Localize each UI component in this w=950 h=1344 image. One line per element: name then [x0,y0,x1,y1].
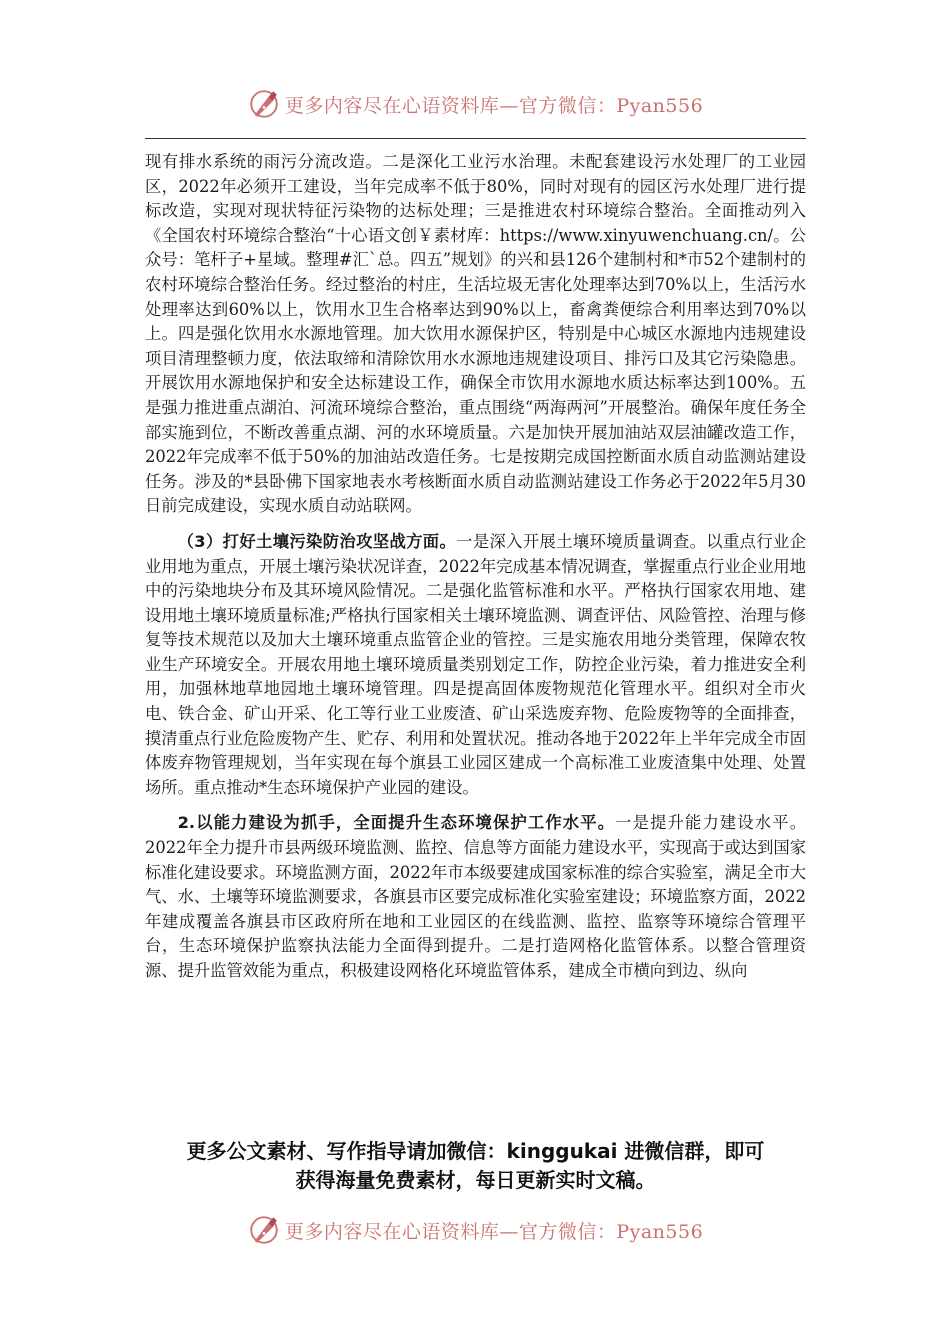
promo-line-2: 获得海量免费素材，每日更新实时文稿。 [295,1168,656,1192]
page-footer [0,1210,950,1250]
promo-banner [145,1137,806,1195]
page-header [0,84,950,124]
document-body [145,150,806,984]
promo-line-1: 更多公文素材、写作指导请加微信：kinggukai 进微信群，即可 [186,1139,765,1163]
capacity-heading: 2.以能力建设为抓手，全面提升生态环境保护工作水平。 [177,813,616,833]
soil-text: 一是深入开展土壤环境质量调查。以重点行业企业用地为重点，开展土壤污染状况详查，2022年完成基本情况调查，掌握重点行业企业用地中的污染地块分布及其环境风险情况。二是强化监管标准和水平。严格执行国家农用地、建设用地土壤环境质量标准;严格执行国家相关土壤环境监测、调查评估、风险管控、治理与修复等技术规范以及加大土壤环境重点监管企业的管控。三是实施农用地分类管理，保障农牧业生产环境安全。开展农用地土壤环境质量类别划定工作，防控企业污染，着力推进安全利用，加强林地草地园地土壤环境管理。四是提高固体废物规范化管理水平。组织对全市火电、铁合金、矿山开采、化工等行业工业废渣、矿山采选废弃物、危险废物等的全面排查，摸清重点行业危险废物产生、贮存、利用和处置状况。推动各地于2022年上半年完成全市固体废弃物管理规划，当年实现在每个旗县工业园区建成一个高标准工业废渣集中处理、处置场所。重点推动*生态环境保护产业园的建设。 [145,531,806,797]
header-slogan: 更多内容尽在心语资料库—官方微信：Pyan556 [284,94,704,117]
paragraph-capacity [145,811,806,983]
header-divider [145,138,806,139]
soil-heading: （3）打好土壤污染防治攻坚战方面。 [177,531,457,551]
capacity-text: 一是提升能力建设水平。2022年全力提升市县两级环境监测、监控、信息等方面能力建设水平，实现高于或达到国家标准化建设要求。环境监测方面，2022年市本级要建成国家标准的综合实验室，满足全市大气、水、土壤等环境监测要求，各旗县市区要完成标准化实验室建设；环境监察方面，2022年建成覆盖各旗县市区政府所在地和工业园区的在线监测、监控、监察等环境综合管理平台，生态环境保护监察执法能力全面得到提升。二是打造网格化监管体系。以整合管理资源、提升监管效能为重点，积极建设网格化环境监管体系，建成全市横向到边、纵向 [145,813,806,980]
paragraph-soil [145,530,806,801]
paragraph-water: 现有排水系统的雨污分流改造。二是深化工业污水治理。未配套建设污水处理厂的工业园区，2022年必须开工建设，当年完成率不低于80%，同时对现有的园区污水处理厂进行提标改造，实现对现状特征污染物的达标处理；三是推进农村环境综合整治。全面推动列入《全国农村环境综合整治“十心语文创￥素材库：https://www.xinyuwenchuang.cn/。公众号：笔杆子+星域。整理#汇`总。四五”规划》的兴和县126个建制村和*市52个建制村的农村环境综合整治任务。经过整治的村庄，生活垃圾无害化处理率达到70%以上，生活污水处理率达到60%以上，饮用水卫生合格率达到90%以上，畜禽粪便综合利用率达到70%以上。四是强化饮用水水源地管理。加大饮用水源保护区，特别是中心城区水源地内违规建设项目清理整顿力度，依法取缔和清除饮用水水源地违规建设项目、排污口及其它污染隐患。开展饮用水源地保护和安全达标建设工作，确保全市饮用水源地水质达标率达到100%。五是强力推进重点湖泊、河流环境综合整治，重点围绕“两海两河”开展整治。确保年度任务全部实施到位，不断改善重点湖、河的水环境质量。六是加快开展加油站双层油罐改造工作，2022年完成率不低于50%的加油站改造任务。七是按期完成国控断面水质自动监测站建设任务。涉及的*县卧佛下国家地表水考核断面水质自动监测站建设工作务必于2022年5月30日前完成建设，实现水质自动站联网。 [145,152,806,516]
pen-nib-logo-icon [247,87,281,121]
pen-nib-logo-icon [247,1213,281,1247]
footer-slogan: 更多内容尽在心语资料库—官方微信：Pyan556 [284,1220,704,1243]
